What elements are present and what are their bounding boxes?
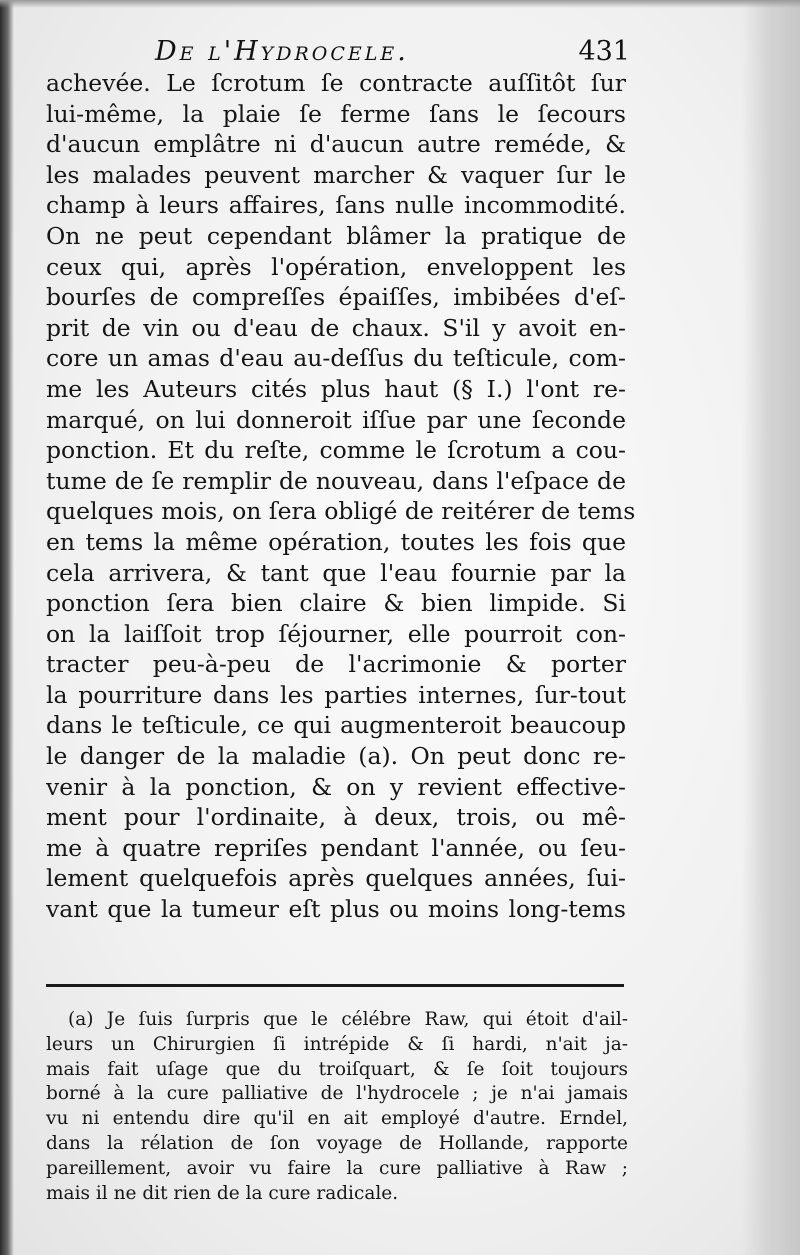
page-number: 431 <box>578 36 630 67</box>
footnote-line: vu ni entendu dire qu'il en ait employé d'autre. Erndel, <box>46 1108 628 1130</box>
body-line: achevée. Le ſcrotum ſe contracte auſſitôt ſur <box>46 69 626 97</box>
body-line: on la laiſſoit trop ſéjourner, elle pourroit con- <box>46 619 626 648</box>
body-line: ponction ſera bien claire & bien limpide. Si <box>46 589 626 618</box>
body-line: les malades peuvent marcher & vaquer ſur le <box>46 160 626 189</box>
footnote-line: pareillement, avoir vu faire la cure palliative à Raw ; <box>46 1157 628 1179</box>
body-line: lui-même, la plaie ſe ferme ſans le ſecours <box>46 99 626 128</box>
body-line: vant que la tumeur eſt plus ou moins long-tems <box>46 895 626 924</box>
body-line: venir à la ponction, & on y revient effective- <box>46 772 626 801</box>
body-line: ceux qui, après l'opération, enveloppent les <box>46 252 626 281</box>
footnote-line: mais il ne dit rien de la cure radicale. <box>46 1182 399 1204</box>
body-line: quelques mois, on ſera obligé de reitérer de tems <box>46 497 636 526</box>
footnote <box>46 1008 628 1206</box>
footnote-line: dans la rélation de ſon voyage de Hollande, rapporte <box>46 1132 628 1154</box>
body-line: prit de vin ou d'eau de chaux. S'il y avoit en- <box>46 313 626 342</box>
body-line: d'aucun emplâtre ni d'aucun autre reméde, & <box>46 130 626 159</box>
body-line: core un amas d'eau au-deſſus du teſticule, com- <box>46 344 626 373</box>
scan-left-edge <box>0 0 14 1255</box>
footnote-line: (a) Je ſuis ſurpris que le célébre Raw, qui étoit d'ail- <box>68 1009 628 1030</box>
body-line: me à quatre repriſes pendant l'année, ou ſeu- <box>46 833 626 862</box>
body-line: On ne peut cependant blâmer la pratique de <box>46 221 626 250</box>
footnote-line: leurs un Chirurgien ſi intrépide & ſi hardi, n'ait ja- <box>46 1033 628 1055</box>
body-line: ment pour l'ordinaite, à deux, trois, ou mê- <box>46 803 626 832</box>
body-line: champ à leurs affaires, ſans nulle incommodité. <box>46 191 626 220</box>
running-head: De l'Hydrocele. <box>155 36 409 67</box>
body-line: ponction. Et du reſte, comme le ſcrotum a cou- <box>46 436 626 465</box>
body-line: tracter peu-à-peu de l'acrimonie & porter <box>46 650 626 679</box>
body-line: en tems la même opération, toutes les fois que <box>46 527 626 556</box>
scan-right-edge <box>742 0 800 1255</box>
body-line: dans le teſticule, ce qui augmenteroit beaucoup <box>46 711 626 740</box>
body-line: lement quelquefois après quelques années, ſui- <box>46 864 626 893</box>
body-text <box>46 68 636 925</box>
body-line: cela arrivera, & tant que l'eau fournie par la <box>46 558 626 587</box>
footnote-rule <box>46 984 624 987</box>
body-line: marqué, on lui donneroit iſſue par une ſeconde <box>46 405 626 434</box>
body-line: le danger de la maladie (a). On peut donc re- <box>46 742 626 771</box>
body-line: tume de ſe remplir de nouveau, dans l'eſpace de <box>46 466 626 495</box>
footnote-line: borné à la cure palliative de l'hydrocele ; je n'ai jamais <box>46 1083 628 1105</box>
body-line: la pourriture dans les parties internes, ſur-tout <box>46 680 626 709</box>
body-line: bourſes de compreſſes épaiſſes, imbibées d'eſ- <box>46 283 626 312</box>
footnote-line: mais fait uſage que du troiſquart, & ſe ſoit toujours <box>46 1058 628 1080</box>
body-line: me les Auteurs cités plus haut (§ I.) l'ont re- <box>46 374 626 403</box>
scan-top-edge <box>0 0 800 8</box>
